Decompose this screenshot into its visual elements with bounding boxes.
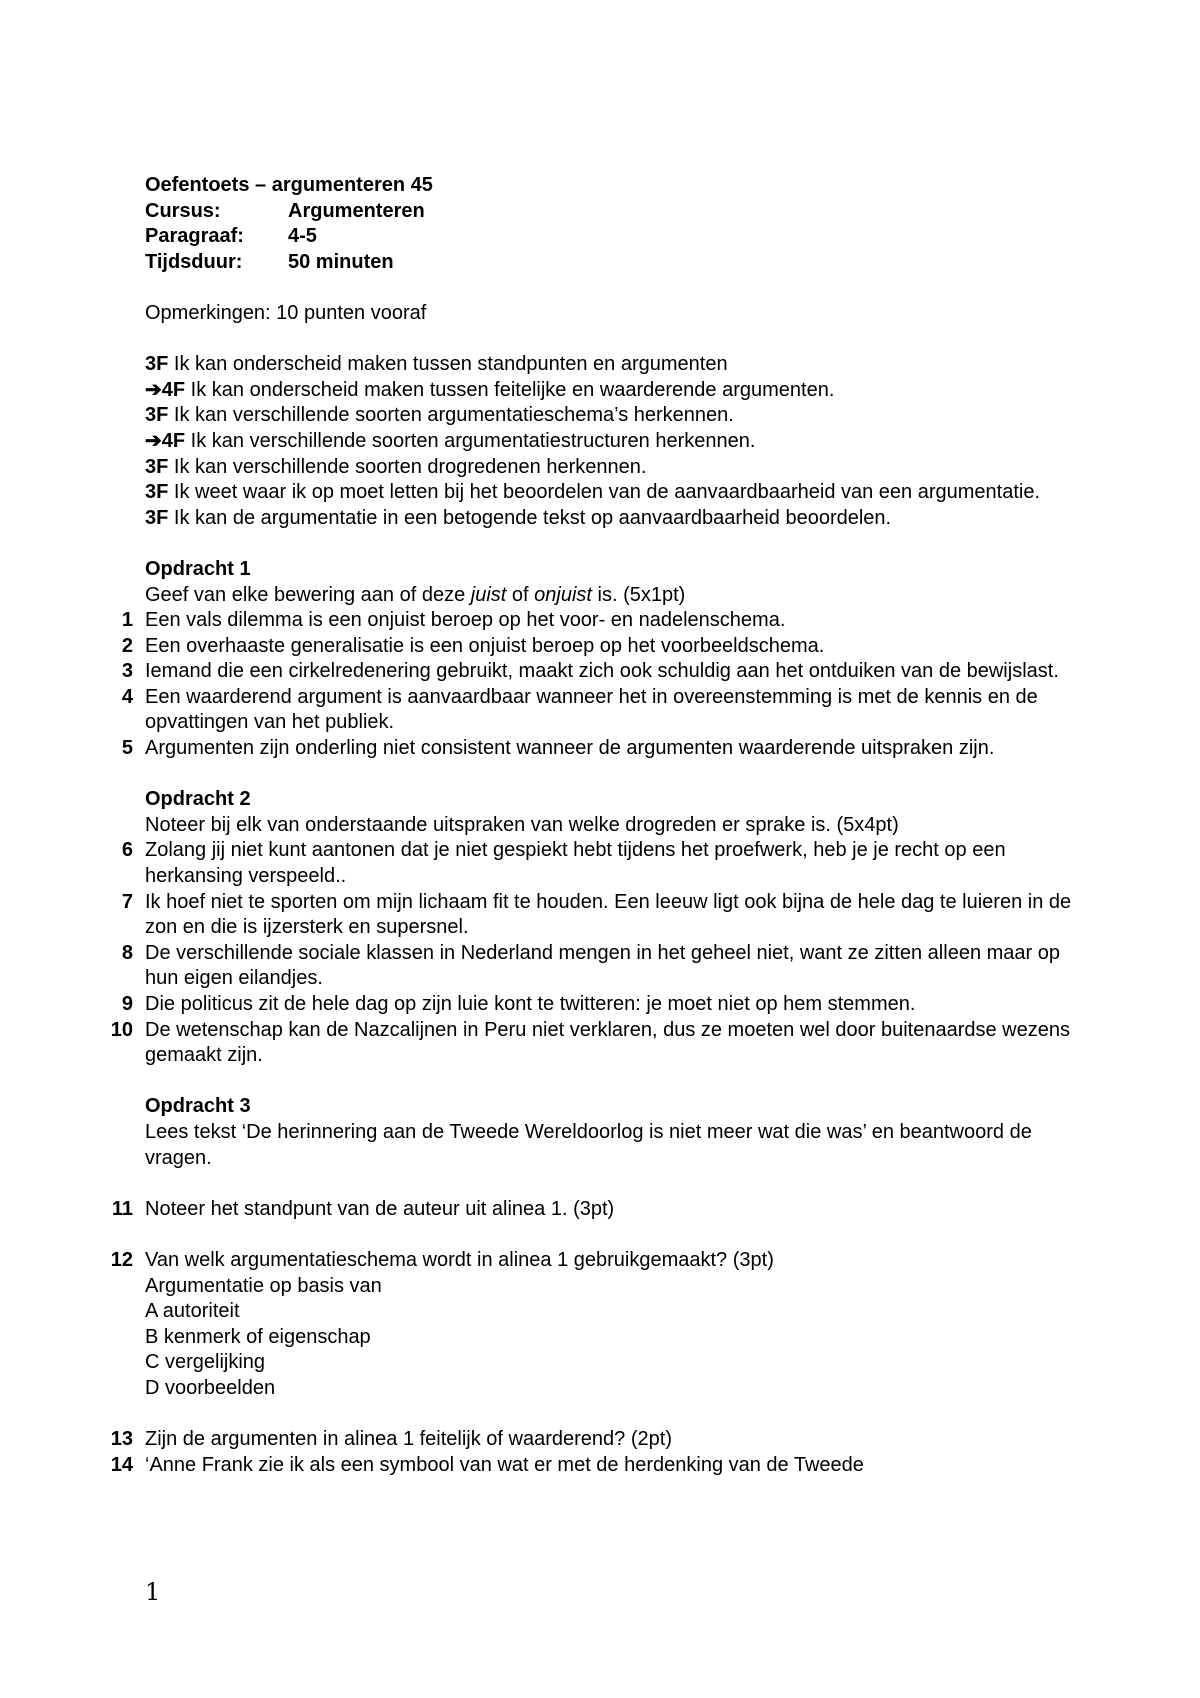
goal-item [145, 352, 1095, 378]
question-number: 5 [121, 737, 133, 760]
question-number: 7 [121, 890, 133, 913]
juist-term: juist [470, 583, 507, 606]
question-item [121, 608, 1095, 634]
question-item [121, 941, 1095, 992]
question-item [121, 838, 1095, 889]
section-intro: Noteer bij elk van onderstaande uitspraken van welke drogreden er sprake is. (5x4pt) [145, 813, 899, 836]
document-title: Oefentoets – argumenteren 45 [145, 174, 433, 196]
goal-item [145, 378, 1095, 404]
document-body [110, 173, 1095, 1478]
goal-text: Ik weet waar ik op moet letten bij het beoordelen van de aanvaardbaarheid van een argumentatie. [168, 481, 1041, 504]
goal-text: Ik kan verschillende soorten drogredenen herkennen. [168, 455, 647, 478]
goal-level: 3F [145, 455, 169, 478]
question-item [121, 992, 1095, 1018]
arrow-right-icon: ➔ [145, 378, 162, 401]
header-key: Tijdsduur: [145, 250, 243, 273]
question-text: Een waarderend argument is aanvaardbaar wanneer het in overeenstemming is met de kennis en de opvattingen van het publiek. [145, 685, 1038, 734]
question-number: 14 [110, 1453, 133, 1476]
goal-item [145, 455, 1095, 481]
question-number: 2 [121, 634, 133, 657]
goal-item [145, 506, 1095, 532]
answer-option: A autoriteit [145, 1300, 240, 1323]
question-text: Van welk argumentatieschema wordt in alinea 1 gebruikgemaakt? (3pt) [145, 1248, 774, 1271]
question-number: 9 [121, 993, 133, 1015]
question-item [110, 1427, 1095, 1453]
header-key: Paragraaf: [145, 225, 244, 248]
question-item [121, 736, 1095, 762]
spacer [145, 531, 1095, 557]
goal-level: 4F [161, 378, 186, 401]
question-number: 11 [111, 1197, 133, 1220]
question-text: Zolang jij niet kunt aantonen dat je niet gespiekt hebt tijdens het proefwerk, heb je je recht op een herkansing verspeeld.. [145, 839, 1006, 888]
header-value: 50 minuten [288, 250, 394, 273]
question-number: 4 [121, 685, 133, 708]
spacer [145, 1171, 1095, 1197]
remarks-text: Opmerkingen: 10 punten vooraf [145, 301, 427, 324]
goal-level: 3F [145, 481, 169, 504]
answer-option: B kenmerk of eigenschap [145, 1325, 371, 1348]
header-row-paragraph [145, 224, 1095, 250]
goal-text: Ik kan de argumentatie in een betogende tekst op aanvaardbaarheid beoordelen. [168, 506, 892, 529]
spacer [145, 327, 1095, 353]
question-text: Argumenten zijn onderling niet consistent wanneer de argumenten waarderende uitspraken zijn. [145, 737, 995, 760]
question-text: Een vals dilemma is een onjuist beroep op het voor- en nadelenschema. [145, 609, 786, 632]
spacer [145, 1069, 1095, 1095]
question-item [121, 890, 1095, 941]
question-number: 8 [121, 941, 133, 964]
question-item [121, 685, 1095, 736]
goal-level: 3F [145, 506, 169, 529]
goal-level: 3F [145, 404, 169, 427]
question-item [110, 1248, 1095, 1274]
answer-option: C vergelijking [145, 1351, 266, 1374]
question-text: Ik hoef niet te sporten om mijn lichaam fit te houden. Een leeuw ligt ook bijna de hele dag te luieren in de zon en die is ijzersterk en supersnel. [145, 890, 1072, 939]
question-item [110, 1453, 1095, 1479]
question-text: Die politicus zit de hele dag op zijn luie kont te twitteren: je moet niet op hem stemmen. [145, 993, 916, 1015]
section-title-opdracht-1: Opdracht 1 [145, 557, 251, 580]
goal-level: 4F [161, 429, 186, 452]
question-item [110, 1018, 1095, 1069]
question-item [121, 659, 1095, 685]
goal-text: Ik kan onderscheid maken tussen feitelijke en waarderende argumenten. [185, 378, 835, 401]
question-text: Iemand die een cirkelredenering gebruikt, maakt zich ook schuldig aan het ontduiken van de bewijslast. [145, 660, 1059, 683]
question-text: De verschillende sociale klassen in Nederland mengen in het geheel niet, want ze zitten alleen maar op hun eigen eilandjes. [145, 941, 1060, 990]
header-value: 4-5 [288, 225, 317, 248]
spacer [145, 1402, 1095, 1428]
goal-text: Ik kan verschillende soorten argumentatiestructuren herkennen. [185, 429, 756, 452]
goal-item [145, 480, 1095, 506]
goal-item [145, 403, 1095, 429]
header-row-duration [145, 250, 1095, 276]
section-title-opdracht-3: Opdracht 3 [145, 1095, 251, 1118]
question-number: 12 [110, 1248, 133, 1271]
question-number: 3 [121, 660, 133, 683]
header-value: Argumenteren [288, 199, 425, 222]
spacer [145, 275, 1095, 301]
question-item [121, 634, 1095, 660]
question-text: De wetenschap kan de Nazcalijnen in Peru niet verklaren, dus ze moeten wel door buitenaardse wezens gemaakt zijn. [145, 1018, 1070, 1067]
question-number: 1 [121, 609, 133, 632]
onjuist-term: onjuist [534, 583, 592, 606]
header-row-course [145, 199, 1095, 225]
goal-level: 3F [145, 353, 169, 376]
goal-text: Ik kan onderscheid maken tussen standpunten en argumenten [168, 353, 728, 376]
question-number: 13 [110, 1428, 133, 1451]
question-text: Een overhaaste generalisatie is een onjuist beroep op het voorbeeldschema. [145, 634, 825, 657]
question-number: 10 [110, 1018, 133, 1041]
question-text: ‘Anne Frank zie ik als een symbool van wat er met de herdenking van de Tweede [145, 1453, 864, 1476]
goal-item [145, 429, 1095, 455]
goal-text: Ik kan verschillende soorten argumentatieschema’s herkennen. [168, 404, 734, 427]
question-item [111, 1197, 1095, 1223]
question-lead: Argumentatie op basis van [145, 1274, 382, 1297]
section-intro: Geef van elke bewering aan of deze juist of onjuist is. (5x1pt) [145, 583, 686, 606]
question-number: 6 [121, 839, 133, 862]
section-title-opdracht-2: Opdracht 2 [145, 788, 251, 811]
page-number: 1 [145, 1578, 161, 1606]
header-key: Cursus: [145, 199, 221, 222]
spacer [145, 762, 1095, 788]
arrow-right-icon: ➔ [145, 429, 162, 452]
question-text: Noteer het standpunt van de auteur uit alinea 1. (3pt) [145, 1197, 615, 1220]
answer-option: D voorbeelden [145, 1376, 276, 1399]
section-intro: Lees tekst ‘De herinnering aan de Tweede Wereldoorlog is niet meer wat die was’ en beantwoord de vragen. [145, 1120, 1032, 1169]
question-text: Zijn de argumenten in alinea 1 feitelijk of waarderend? (2pt) [145, 1428, 672, 1451]
spacer [145, 1222, 1095, 1248]
